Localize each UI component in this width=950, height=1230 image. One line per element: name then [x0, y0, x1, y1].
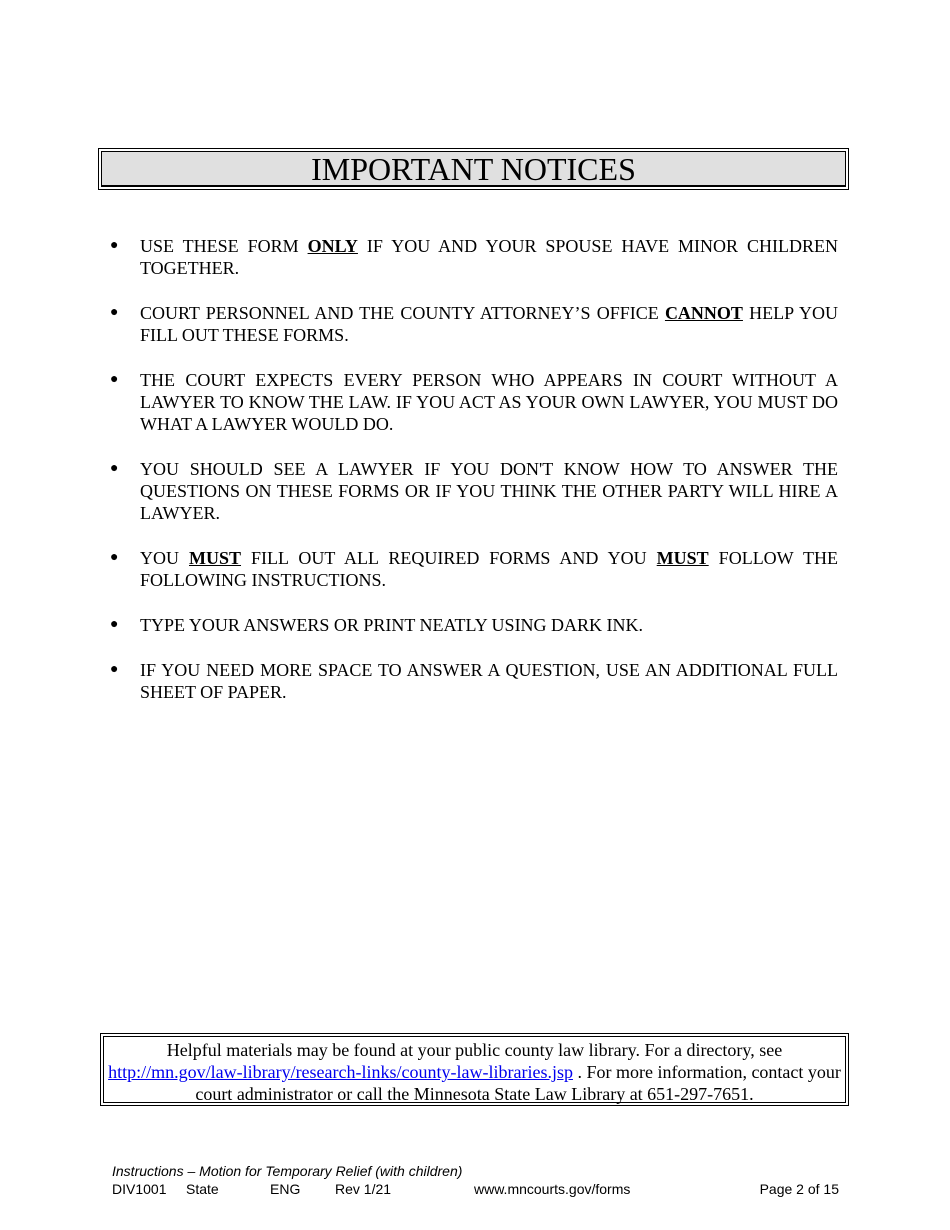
help-text: Helpful materials may be found at your public county law library. For a directory, see http://mn.gov/law-library/research-links/county-law-libraries.jsp . For more information, contact your court administrator or call the Minnesota State Law Library at 651-297-7651. — [103, 1036, 846, 1103]
notice-item: ● YOU SHOULD SEE A LAWYER IF YOU DON'T KNOW HOW TO ANSWER THE QUESTIONS ON THESE FORMS OR IF YOU THINK THE OTHER PARTY WILL HIRE A LAWYER. — [110, 459, 838, 523]
bullet-icon: ● — [110, 461, 119, 476]
notice-item: ● YOU MUST FILL OUT ALL REQUIRED FORMS AND YOU MUST FOLLOW THE FOLLOWING INSTRUCTIONS. — [110, 548, 839, 590]
emphasis-text: ONLY — [307, 236, 358, 256]
forms-website: www.mncourts.gov/forms — [474, 1181, 631, 1197]
form-revision: Rev 1/21 — [335, 1181, 392, 1197]
emphasis-text: MUST — [189, 548, 242, 568]
bullet-icon: ● — [110, 238, 119, 253]
title-banner — [98, 148, 849, 190]
emphasis-text: CANNOT — [664, 303, 743, 323]
notice-item: ● COURT PERSONNEL AND THE COUNTY ATTORNEY’S OFFICE CANNOT HELP YOU FILL OUT THESE FORMS. — [110, 303, 838, 345]
page-number: Page 2 of 15 — [759, 1181, 839, 1197]
notice-list — [110, 235, 838, 726]
notice-item: ● IF YOU NEED MORE SPACE TO ANSWER A QUESTION, USE AN ADDITIONAL FULL SHEET OF PAPER. — [110, 660, 838, 702]
bullet-icon: ● — [110, 617, 119, 632]
form-language: ENG — [270, 1181, 301, 1197]
notice-item: ● TYPE YOUR ANSWERS OR PRINT NEATLY USING DARK INK. — [110, 615, 644, 635]
help-box — [100, 1033, 849, 1106]
bullet-icon: ● — [110, 372, 119, 387]
form-scope: State — [186, 1181, 219, 1197]
page-title: IMPORTANT NOTICES — [101, 151, 846, 187]
bullet-icon: ● — [110, 305, 119, 320]
footer-title: Instructions – Motion for Temporary Relief (with children) — [112, 1163, 463, 1179]
notice-item: ● THE COURT EXPECTS EVERY PERSON WHO APPEARS IN COURT WITHOUT A LAWYER TO KNOW THE LAW. IF YOU ACT AS YOUR OWN LAWYER, YOU MUST DO WHAT A LAWYER WOULD DO. — [110, 370, 838, 434]
bullet-icon: ● — [110, 662, 119, 677]
bullet-icon: ● — [110, 550, 119, 565]
form-id: DIV1001 — [112, 1181, 167, 1197]
notice-item: ● USE THESE FORM ONLY IF YOU AND YOUR SPOUSE HAVE MINOR CHILDREN TOGETHER. — [110, 236, 838, 278]
footer — [112, 1163, 839, 1198]
footer-info-row — [112, 1180, 839, 1198]
emphasis-text: MUST — [656, 548, 709, 568]
law-library-link[interactable]: http://mn.gov/law-library/research-links/county-law-libraries.jsp — [108, 1062, 573, 1082]
